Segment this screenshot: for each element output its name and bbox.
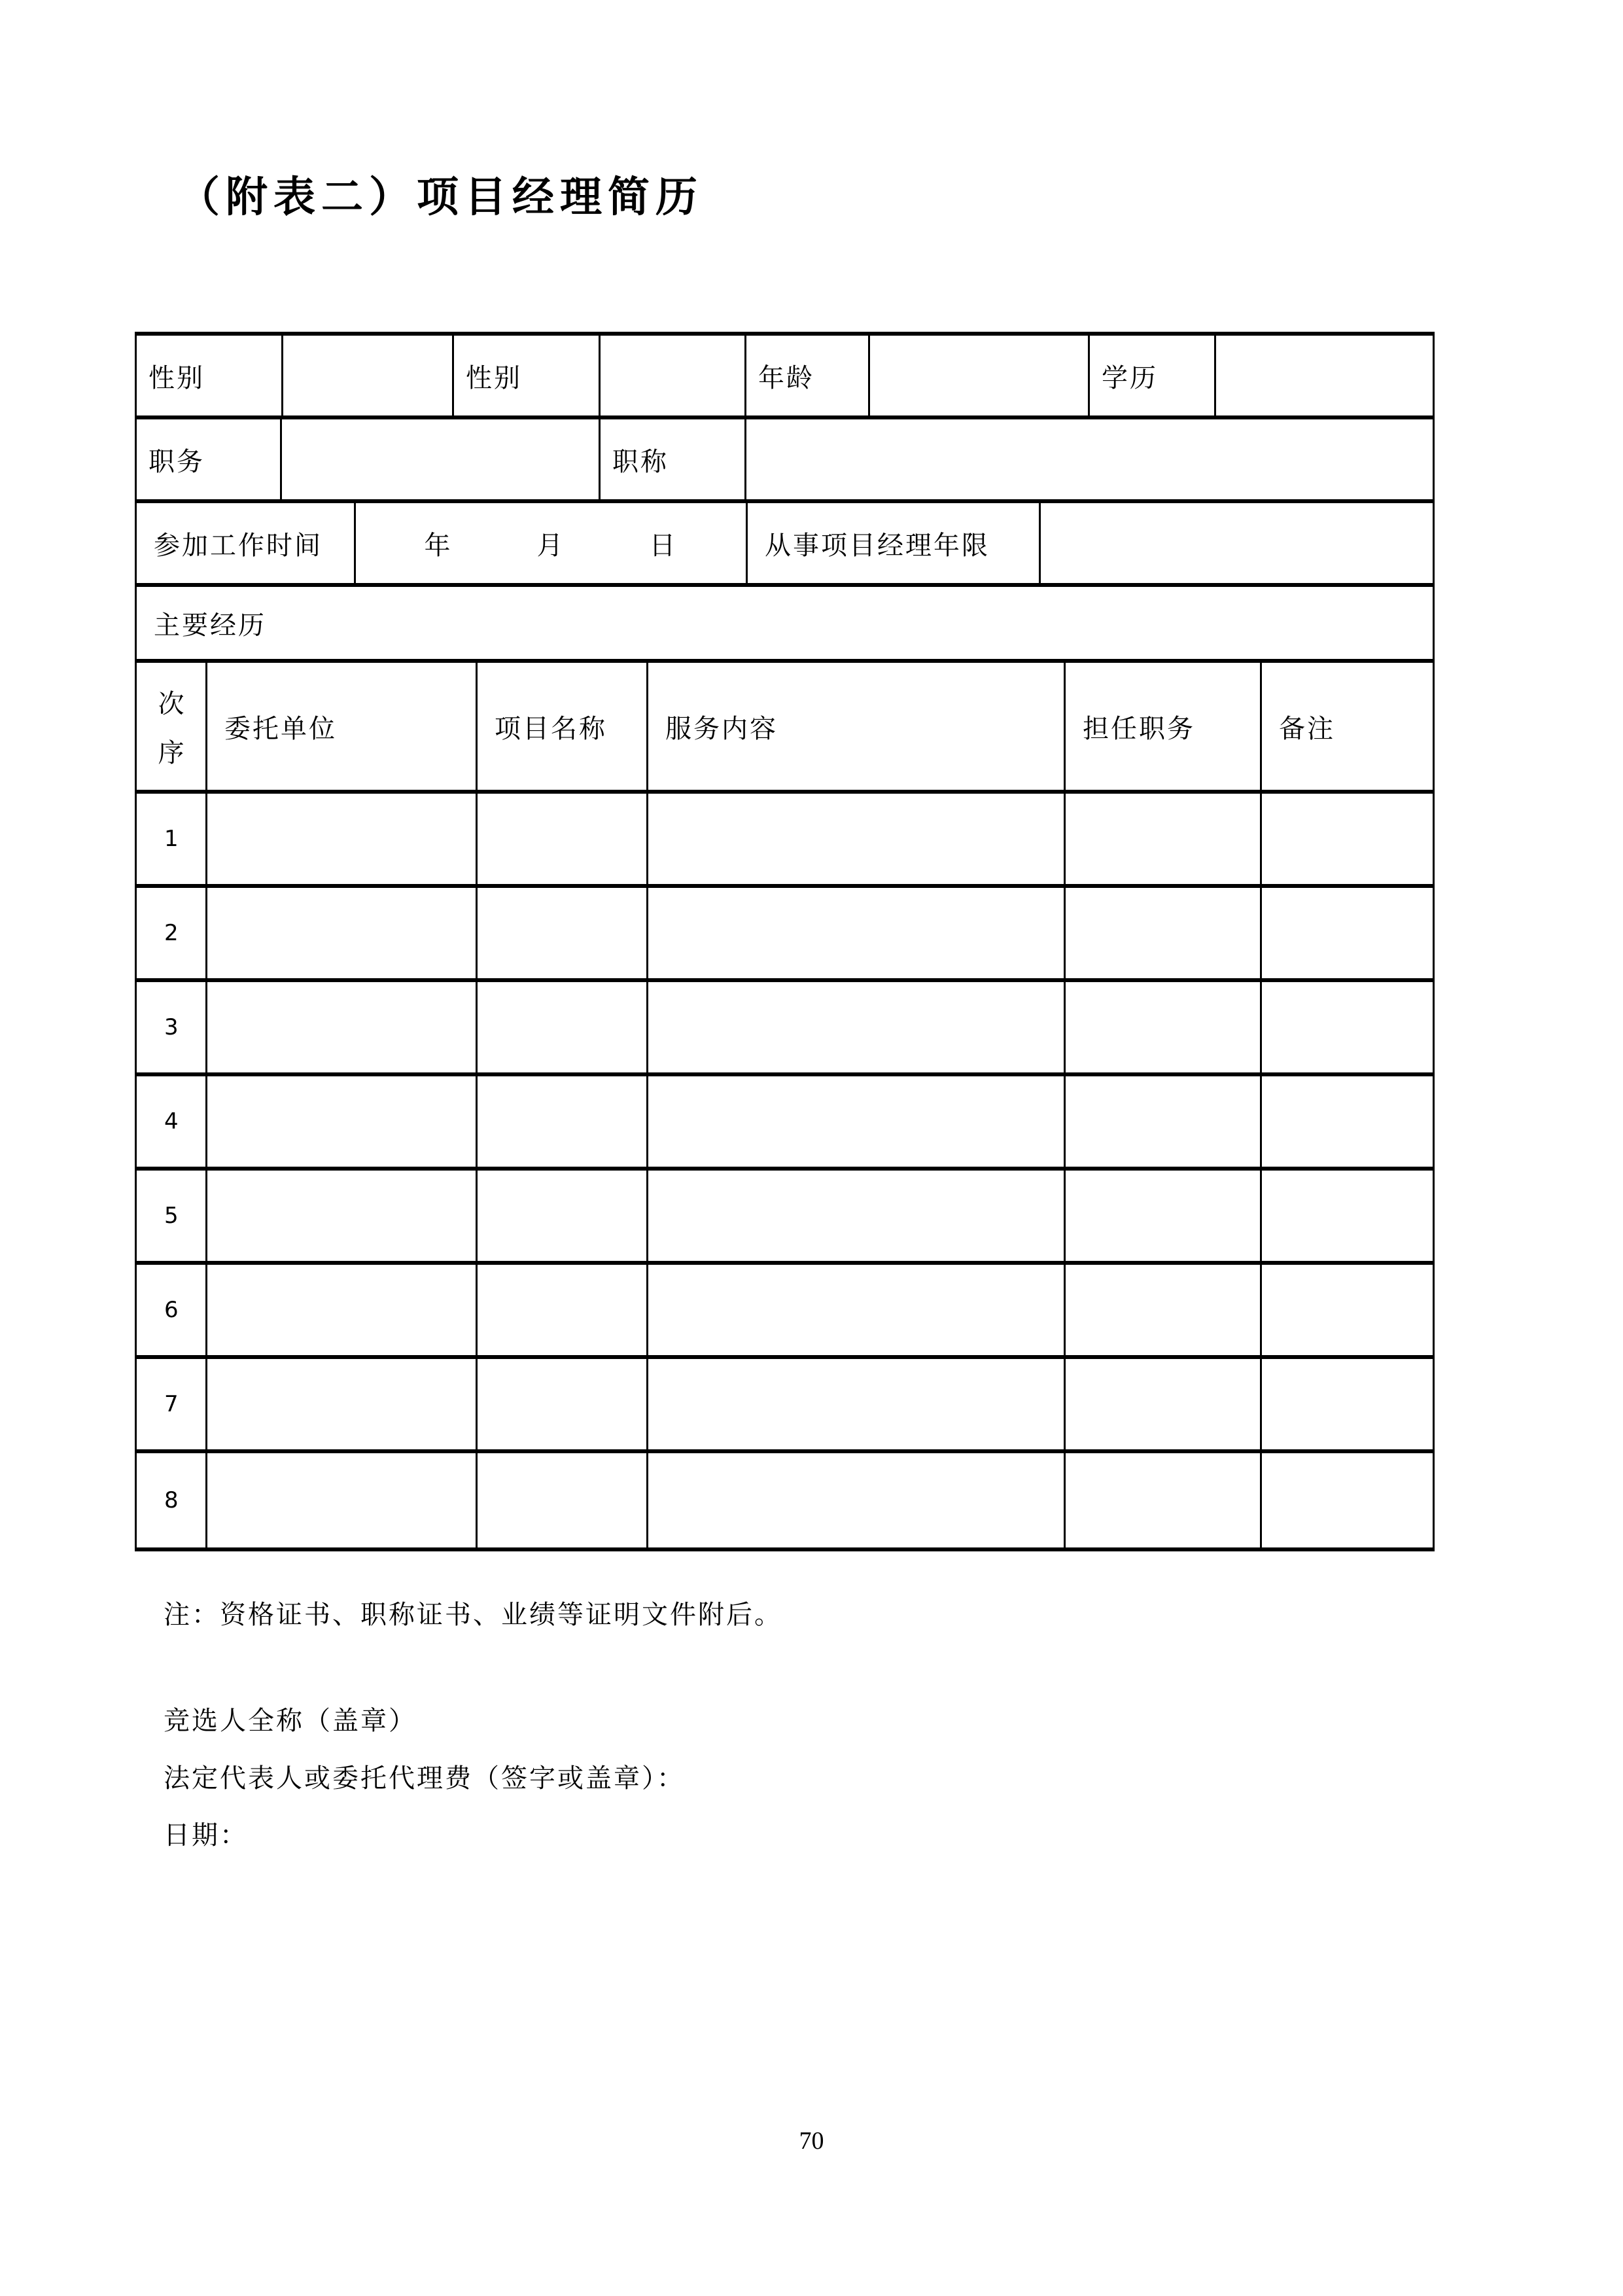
history-row-5 [137,1171,1433,1265]
project-header: 项目名称 [478,663,648,790]
history-service-input[interactable] [648,1076,1066,1167]
service-header: 服务内容 [648,663,1066,790]
history-client-input[interactable] [207,1359,478,1449]
sex-label: 性别 [137,336,283,415]
history-project-input[interactable] [478,1265,648,1355]
history-role-input[interactable] [1066,982,1262,1072]
sex2-label: 性别 [454,336,601,415]
history-service-input[interactable] [648,1453,1066,1547]
start-work-date-cell[interactable]: 年 月 日 [356,503,748,583]
history-role-input[interactable] [1066,794,1262,884]
history-service-input[interactable] [648,794,1066,884]
history-project-input[interactable] [478,1171,648,1261]
history-row-6 [137,1265,1433,1359]
history-remark-input[interactable] [1262,888,1433,978]
date-line: 日期： [164,1820,248,1850]
history-project-input[interactable] [478,1076,648,1167]
history-service-input[interactable] [648,1265,1066,1355]
sex2-input-cell[interactable] [601,336,746,415]
history-remark-input[interactable] [1262,1453,1433,1547]
history-seq: 6 [137,1265,207,1355]
history-client-input[interactable] [207,1453,478,1547]
history-client-input[interactable] [207,1076,478,1167]
basic-info-row-3 [137,503,1433,587]
history-client-input[interactable] [207,794,478,884]
pm-years-input-cell[interactable] [1041,503,1433,583]
professional-title-label: 职称 [601,419,746,499]
page-title: （附表二）项目经理简历 [178,173,703,222]
history-remark-input[interactable] [1262,982,1433,1072]
history-row-1 [137,794,1433,888]
main-experience-row [137,587,1433,663]
history-service-input[interactable] [648,888,1066,978]
history-remark-input[interactable] [1262,794,1433,884]
sex-input-cell[interactable] [283,336,454,415]
position-input-cell[interactable] [282,419,601,499]
seq-header-top: 次 [158,689,184,720]
history-project-input[interactable] [478,888,648,978]
history-role-input[interactable] [1066,1076,1262,1167]
history-seq: 3 [137,982,207,1072]
remark-header: 备注 [1279,713,1335,744]
history-role-input[interactable] [1066,1265,1262,1355]
history-seq: 4 [137,1076,207,1167]
history-service-input[interactable] [648,982,1066,1072]
page-number: 70 [799,2127,824,2155]
history-remark-input[interactable] [1262,1359,1433,1449]
history-row-3 [137,982,1433,1076]
client-header: 委托单位 [207,663,478,790]
history-seq: 7 [137,1359,207,1449]
history-client-input[interactable] [207,982,478,1072]
history-role-input[interactable] [1066,888,1262,978]
history-row-2 [137,888,1433,982]
history-service-input[interactable] [648,1171,1066,1261]
history-row-4 [137,1076,1433,1171]
history-header-row [137,663,1433,794]
legal-representative-line: 法定代表人或委托代理费（签字或盖章）： [164,1763,685,1793]
professional-title-input-cell[interactable] [746,419,1433,499]
age-label: 年龄 [746,336,870,415]
history-project-input[interactable] [478,982,648,1072]
history-project-input[interactable] [478,794,648,884]
history-service-input[interactable] [648,1359,1066,1449]
basic-info-row-1 [137,336,1433,419]
attachment-note: 注：资格证书、职称证书、业绩等证明文件附后。 [164,1600,782,1630]
history-role-input[interactable] [1066,1453,1262,1547]
main-experience-label: 主要经历 [154,610,266,641]
history-seq: 8 [137,1453,207,1547]
history-seq: 1 [137,794,207,884]
history-row-7 [137,1359,1433,1453]
education-input-cell[interactable] [1216,336,1433,415]
history-seq: 2 [137,888,207,978]
history-remark-input[interactable] [1262,1076,1433,1167]
history-role-input[interactable] [1066,1171,1262,1261]
pm-years-label: 从事项目经理年限 [748,503,1041,583]
history-client-input[interactable] [207,888,478,978]
resume-table [135,332,1435,1551]
history-role-input[interactable] [1066,1359,1262,1449]
history-project-input[interactable] [478,1453,648,1547]
history-row-8 [137,1453,1433,1547]
history-client-input[interactable] [207,1171,478,1261]
history-client-input[interactable] [207,1265,478,1355]
seq-header-bottom: 序 [158,737,184,768]
seq-header-cell [137,663,207,790]
age-input-cell[interactable] [870,336,1090,415]
history-project-input[interactable] [478,1359,648,1449]
history-seq: 5 [137,1171,207,1261]
position-label: 职务 [137,419,282,499]
basic-info-row-2 [137,419,1433,503]
history-remark-input[interactable] [1262,1265,1433,1355]
history-remark-input[interactable] [1262,1171,1433,1261]
role-header: 担任职务 [1066,663,1262,790]
start-work-label: 参加工作时间 [137,503,356,583]
bidder-name-line: 竞选人全称（盖章） [164,1706,417,1736]
education-label: 学历 [1090,336,1216,415]
